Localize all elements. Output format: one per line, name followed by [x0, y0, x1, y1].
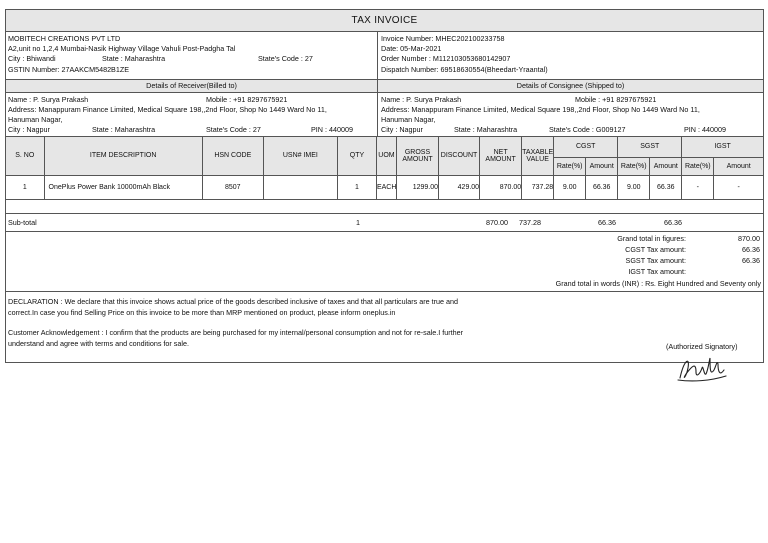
shipped-state: State : Maharashtra — [454, 125, 518, 134]
subtotal-qty: 1 — [356, 217, 360, 227]
cell-cgst-rate: 9.00 — [554, 175, 586, 199]
shipped-to-heading: Details of Consignee (Shipped to) — [516, 81, 625, 90]
table-header-row — [6, 137, 763, 157]
subtotal-net: 870.00 — [486, 217, 508, 227]
sgst-total-label: SGST Tax amount: — [625, 255, 686, 265]
dispatch-number: Dispatch Number: 69518630554(Bheedart-Yraantal) — [381, 65, 548, 74]
invoice-date: Date: 05-Mar-2021 — [381, 44, 442, 53]
billed-to-heading: Details of Receiver(Billed to) — [146, 81, 237, 90]
cell-net: 870.00 — [480, 175, 522, 199]
cell-discount: 429.00 — [439, 175, 480, 199]
authorized-signatory: (Authorized Signatory) — [666, 341, 738, 351]
items-table — [6, 137, 763, 200]
seller-gstin: GSTIN Number: 27AAKCM5482B1ZE — [8, 65, 130, 74]
party-headings — [6, 80, 763, 93]
header-item: ITEM DESCRIPTION — [44, 137, 202, 175]
acknowledgement-line2: understand and agree with terms and conditions for sale. — [8, 338, 189, 348]
shipped-mobile: Mobile : +91 8297675921 — [575, 95, 657, 104]
shipped-address-line1: Address: Manappuram Finance Limited, Medical Square 198,,2nd Floor, Shop No 1449 Ward No 11, — [381, 105, 700, 114]
grand-total-label: Grand total in figures: — [617, 233, 686, 243]
subtotal-cgst: 66.36 — [598, 217, 616, 227]
header-cgst-rate: Rate(%) — [554, 157, 586, 175]
header-hsn: HSN CODE — [202, 137, 263, 175]
subtotal-taxable: 737.28 — [519, 217, 541, 227]
header-sno: S. NO — [6, 137, 44, 175]
cell-igst-amount: - — [714, 175, 763, 199]
seller-address: A2,unit no 1,2,4 Mumbai-Nasik Highway Village Vahuli Post-Padgha Tal — [8, 44, 236, 53]
header-net: NET AMOUNT — [480, 137, 522, 175]
cgst-total-value: 66.36 — [742, 244, 760, 254]
invoice-number: Invoice Number: MHEC202100233758 — [381, 34, 505, 43]
billed-to-box — [6, 93, 376, 136]
signature-image — [676, 354, 728, 384]
header-uom: UOM — [376, 137, 396, 175]
billed-address-line2: Hanuman Nagar, — [8, 115, 63, 124]
cell-hsn: 8507 — [202, 175, 263, 199]
billed-address-line1: Address: Manappuram Finance Limited, Medical Square 198,,2nd Floor, Shop No 1449 Ward No 11, — [8, 105, 327, 114]
party-details — [6, 93, 763, 137]
header-igst: IGST — [682, 137, 763, 157]
section-divider — [377, 32, 378, 79]
billed-state-code: State's Code : 27 — [206, 125, 261, 134]
cell-uom: EACH — [376, 175, 396, 199]
header-gross: GROSS AMOUNT — [396, 137, 438, 175]
subtotal-label: Sub-total — [8, 217, 37, 227]
cell-igst-rate: - — [682, 175, 714, 199]
seller-name: MOBITECH CREATIONS PVT LTD — [8, 34, 121, 43]
cell-gross: 1299.00 — [396, 175, 438, 199]
shipped-city: City : Nagpur — [381, 125, 423, 134]
shipped-to-box — [379, 93, 763, 136]
table-row — [6, 175, 763, 199]
order-number: Order Number : M112103053680142907 — [381, 54, 511, 63]
cell-sgst-amount: 66.36 — [650, 175, 682, 199]
header-cgst: CGST — [554, 137, 618, 157]
cgst-total-label: CGST Tax amount: — [625, 244, 686, 254]
header-cgst-amount: Amount — [586, 157, 618, 175]
header-sgst-rate: Rate(%) — [618, 157, 650, 175]
seller-city: City : Bhiwandi — [8, 54, 56, 63]
cell-item: OnePlus Power Bank 10000mAh Black — [44, 175, 202, 199]
billed-mobile: Mobile : +91 8297675921 — [206, 95, 288, 104]
igst-total-label: IGST Tax amount: — [628, 266, 686, 276]
grand-total-words: Grand total in words (INR) : Rs. Eight Hundred and Seventy only — [555, 278, 761, 288]
cell-usn — [263, 175, 337, 199]
header-igst-amount: Amount — [714, 157, 763, 175]
tax-invoice — [5, 9, 764, 363]
section-divider — [377, 93, 378, 136]
subtotal-row — [6, 214, 763, 232]
declaration-line1: DECLARATION : We declare that this invoice shows actual price of the goods described inclusive of taxes and that all particulars are true and — [8, 296, 458, 306]
declaration-section — [6, 292, 763, 362]
billed-name: Name : P. Surya Prakash — [8, 95, 89, 104]
shipped-address-line2: Hanuman Nagar, — [381, 115, 436, 124]
spacer-row — [6, 200, 763, 214]
subtotal-sgst: 66.36 — [664, 217, 682, 227]
cell-sno: 1 — [6, 175, 44, 199]
acknowledgement-line1: Customer Acknowledgement : I confirm that the products are being purchased for my internal/personal consumption and not for re-sale.I further — [8, 327, 464, 337]
header-qty: QTY — [337, 137, 376, 175]
sgst-total-value: 66.36 — [742, 255, 760, 265]
shipped-name: Name : P. Surya Prakash — [381, 95, 462, 104]
header-discount: DISCOUNT — [439, 137, 480, 175]
seller-state-code: State's Code : 27 — [258, 54, 313, 63]
seller-section — [6, 32, 763, 80]
cell-cgst-amount: 66.36 — [586, 175, 618, 199]
header-sgst-amount: Amount — [650, 157, 682, 175]
billed-state: State : Maharashtra — [92, 125, 156, 134]
billed-pin: PIN : 440009 — [311, 125, 353, 134]
cell-taxable: 737.28 — [522, 175, 554, 199]
header-sgst: SGST — [618, 137, 682, 157]
shipped-state-code: State's Code : G009127 — [549, 125, 626, 134]
cell-qty: 1 — [337, 175, 376, 199]
invoice-title: TAX INVOICE — [6, 10, 763, 32]
billed-city: City : Nagpur — [8, 125, 50, 134]
cell-sgst-rate: 9.00 — [618, 175, 650, 199]
header-igst-rate: Rate(%) — [682, 157, 714, 175]
header-taxable: TAXABLE VALUE — [522, 137, 554, 175]
shipped-pin: PIN : 440009 — [684, 125, 726, 134]
seller-state: State : Maharashtra — [102, 54, 166, 63]
totals-section — [6, 232, 763, 292]
grand-total-value: 870.00 — [738, 233, 760, 243]
header-usn: USN# IMEI — [263, 137, 337, 175]
declaration-line2: correct.In case you find Selling Price on this invoice to be more than MRP mentioned on product, please inform oneplus.in — [8, 307, 396, 317]
